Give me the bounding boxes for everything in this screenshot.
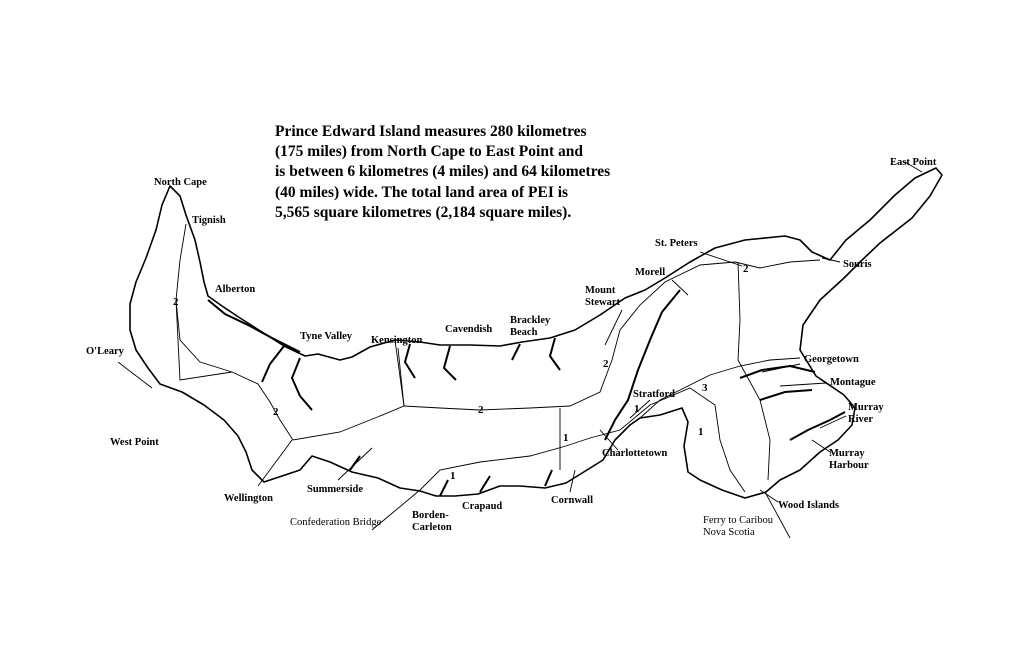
label-summerside: Summerside bbox=[307, 484, 363, 495]
route-number-1-charlottetown: 1 bbox=[563, 432, 569, 444]
leader-stratford bbox=[630, 400, 650, 418]
facts-line: 5,565 square kilometres (2,184 square miles). bbox=[275, 203, 572, 221]
route-number-2-kings: 2 bbox=[743, 263, 749, 275]
route-number-2-east: 2 bbox=[603, 358, 609, 370]
label-st-peters: St. Peters bbox=[655, 238, 698, 249]
facts-line: is between 6 kilometres (4 miles) and 64 kilometres bbox=[275, 163, 611, 181]
label-confederation-bridge: Confederation Bridge bbox=[290, 517, 382, 528]
label-line: Beach bbox=[510, 327, 538, 338]
label-souris: Souris bbox=[843, 259, 872, 270]
facts-line: (40 miles) wide. The total land area of PEI is bbox=[275, 183, 569, 201]
label-west-point: West Point bbox=[110, 437, 159, 448]
label-line: Murray bbox=[848, 402, 884, 413]
label-oleary: O'Leary bbox=[86, 346, 124, 357]
label-line: Harbour bbox=[829, 460, 869, 471]
island-facts-text bbox=[275, 122, 675, 223]
leader-montague bbox=[780, 383, 826, 386]
label-line: Borden- bbox=[412, 510, 449, 521]
label-line: Murray bbox=[829, 448, 865, 459]
label-brackley-beach bbox=[510, 315, 550, 339]
facts-line: Prince Edward Island measures 280 kilometres bbox=[275, 123, 587, 140]
label-crapaud: Crapaud bbox=[462, 501, 503, 512]
label-mount-stewart bbox=[585, 285, 620, 309]
label-tignish: Tignish bbox=[192, 215, 226, 226]
route-number-2-central: 2 bbox=[478, 404, 484, 416]
label-wellington: Wellington bbox=[224, 493, 274, 504]
route-number-3: 3 bbox=[702, 382, 708, 394]
murray-harbour-waters bbox=[790, 412, 845, 440]
route-number-2-west: 2 bbox=[173, 296, 179, 308]
label-north-cape: North Cape bbox=[154, 177, 207, 188]
label-line: Carleton bbox=[412, 522, 452, 533]
facts-line: (175 miles) from North Cape to East Point and bbox=[275, 143, 583, 161]
route-1 bbox=[420, 388, 745, 492]
route-number-1-borden: 1 bbox=[450, 470, 456, 482]
leader-morell bbox=[672, 280, 688, 295]
cardigan-bay bbox=[740, 366, 815, 400]
label-line: Nova Scotia bbox=[703, 527, 755, 538]
label-ferry bbox=[703, 515, 773, 539]
malpeque-bay bbox=[208, 300, 312, 410]
north-shore-inlets bbox=[405, 338, 560, 380]
route-number-2-prince: 2 bbox=[273, 406, 279, 418]
label-stratford: Stratford bbox=[633, 389, 675, 400]
label-borden-carleton bbox=[412, 510, 452, 534]
label-tyne-valley: Tyne Valley bbox=[300, 331, 353, 342]
label-cornwall: Cornwall bbox=[551, 495, 593, 506]
label-montague: Montague bbox=[830, 377, 876, 388]
route-number-1-stratford: 1 bbox=[634, 403, 640, 415]
leader-murray-harbour bbox=[812, 440, 830, 452]
label-east-point: East Point bbox=[890, 157, 937, 168]
label-wood-islands: Wood Islands bbox=[778, 500, 839, 511]
leader-mount-stewart bbox=[605, 310, 622, 345]
leader-kensington bbox=[398, 348, 404, 406]
label-alberton: Alberton bbox=[215, 284, 256, 295]
leader-st-peters bbox=[700, 252, 742, 266]
label-kensington: Kensington bbox=[371, 335, 423, 346]
label-cavendish: Cavendish bbox=[445, 324, 493, 335]
label-murray-harbour bbox=[829, 448, 869, 472]
label-line: Stewart bbox=[585, 297, 620, 308]
label-line: Brackley bbox=[510, 315, 551, 326]
label-line: Ferry to Caribou bbox=[703, 515, 773, 526]
label-morell: Morell bbox=[635, 267, 666, 278]
label-charlottetown: Charlottetown bbox=[602, 448, 668, 459]
label-georgetown: Georgetown bbox=[804, 354, 859, 365]
label-line: Mount bbox=[585, 285, 616, 296]
label-line: River bbox=[848, 414, 874, 425]
route-number-1-south: 1 bbox=[698, 426, 704, 438]
label-murray-river bbox=[848, 402, 884, 426]
